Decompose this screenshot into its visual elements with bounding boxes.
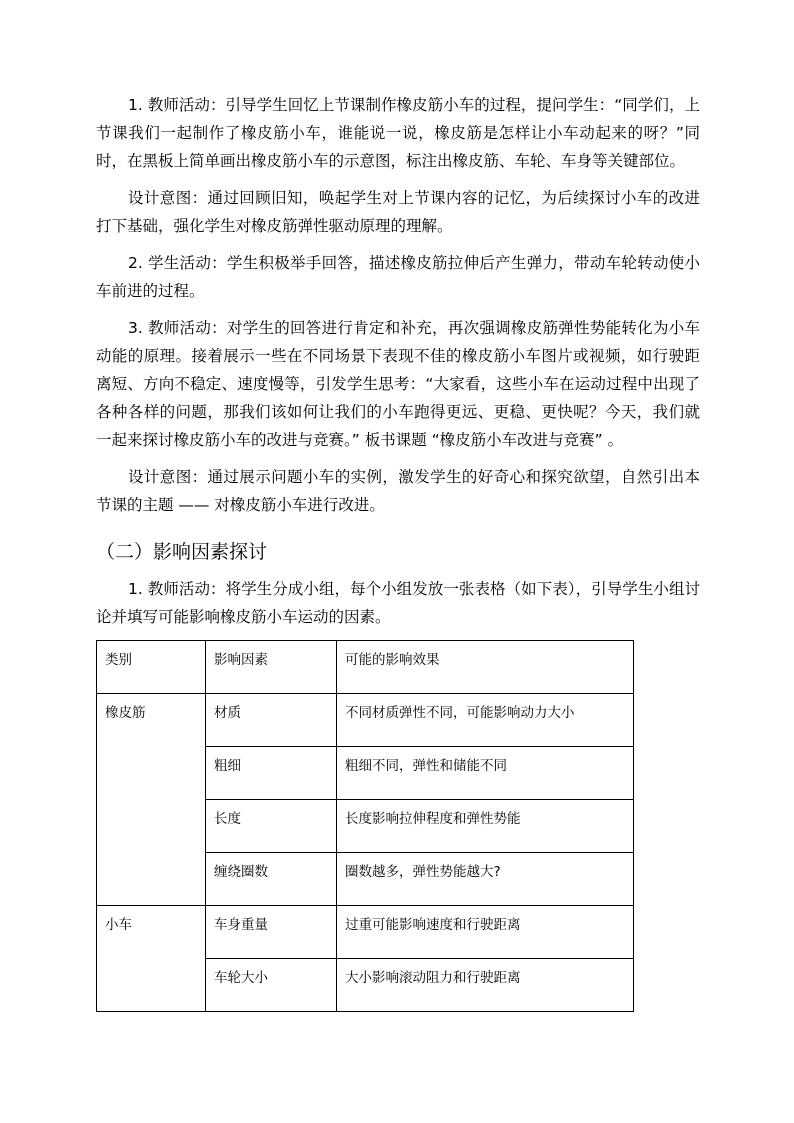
effect-cell: 圈数越多，弹性势能越大? <box>337 853 634 906</box>
factor-cell: 车轮大小 <box>206 959 337 1012</box>
table-row <box>97 694 634 747</box>
paragraph-teacher-activity-1: 1. 教师活动：引导学生回忆上节课制作橡皮筋小车的过程，提问学生：“同学们，上节课我们一起制作了橡皮筋小车，谁能说一说，橡皮筋是怎样让小车动起来的呀？”同时，在黑板上简单画出橡皮筋小车的示意图，标注出橡皮筋、车轮、车身等关键部位。 <box>96 96 700 170</box>
effect-cell: 粗细不同，弹性和储能不同 <box>337 747 634 800</box>
category-cell: 橡皮筋 <box>97 694 206 906</box>
header-cell-category: 类别 <box>97 641 206 694</box>
effect-cell: 大小影响滚动阻力和行驶距离 <box>337 959 634 1012</box>
section-paragraph: 1. 教师活动：将学生分成小组，每个小组发放一张表格（如下表），引导学生小组讨论并填写可能影响橡皮筋小车运动的因素。 <box>96 580 700 626</box>
paragraph-design-intent-2: 设计意图：通过展示问题小车的实例，激发学生的好奇心和探究欲望，自然引出本节课的主题 —— 对橡皮筋小车进行改进。 <box>96 468 700 514</box>
factor-cell: 车身重量 <box>206 906 337 959</box>
effect-cell: 过重可能影响速度和行驶距离 <box>337 906 634 959</box>
document-page <box>96 91 700 1012</box>
factor-cell: 长度 <box>206 800 337 853</box>
header-cell-effect: 可能的影响效果 <box>337 641 634 694</box>
effect-cell: 长度影响拉伸程度和弹性势能 <box>337 800 634 853</box>
factor-cell: 缠绕圈数 <box>206 853 337 906</box>
paragraph-teacher-activity-3: 3. 教师活动：对学生的回答进行肯定和补充，再次强调橡皮筋弹性势能转化为小车动能的原理。接着展示一些在不同场景下表现不佳的橡皮筋小车图片或视频，如行驶距离短、方向不稳定、速度慢等，引发学生思考：“大家看，这些小车在运动过程中出现了各种各样的问题，那我们该如何让我们的小车跑得更远、更稳、更快呢？今天，我们就一起来探讨橡皮筋小车的改进与竞赛。” 板书课题 “橡皮筋小车改进与竞赛” 。 <box>96 319 700 449</box>
table-header-row <box>97 641 634 694</box>
paragraph-design-intent-1: 设计意图：通过回顾旧知，唤起学生对上节课内容的记忆，为后续探讨小车的改进打下基础，强化学生对橡皮筋弹性驱动原理的理解。 <box>96 189 700 235</box>
section-heading: （二）影响因素探讨 <box>96 541 268 563</box>
table-row <box>97 906 634 959</box>
category-cell: 小车 <box>97 906 206 1012</box>
factor-cell: 粗细 <box>206 747 337 800</box>
effect-cell: 不同材质弹性不同，可能影响动力大小 <box>337 694 634 747</box>
header-cell-factor: 影响因素 <box>206 641 337 694</box>
factors-table <box>96 640 634 1012</box>
paragraph-student-activity-2: 2. 学生活动：学生积极举手回答，描述橡皮筋拉伸后产生弹力，带动车轮转动使小车前进的过程。 <box>96 254 700 300</box>
factor-cell: 材质 <box>206 694 337 747</box>
